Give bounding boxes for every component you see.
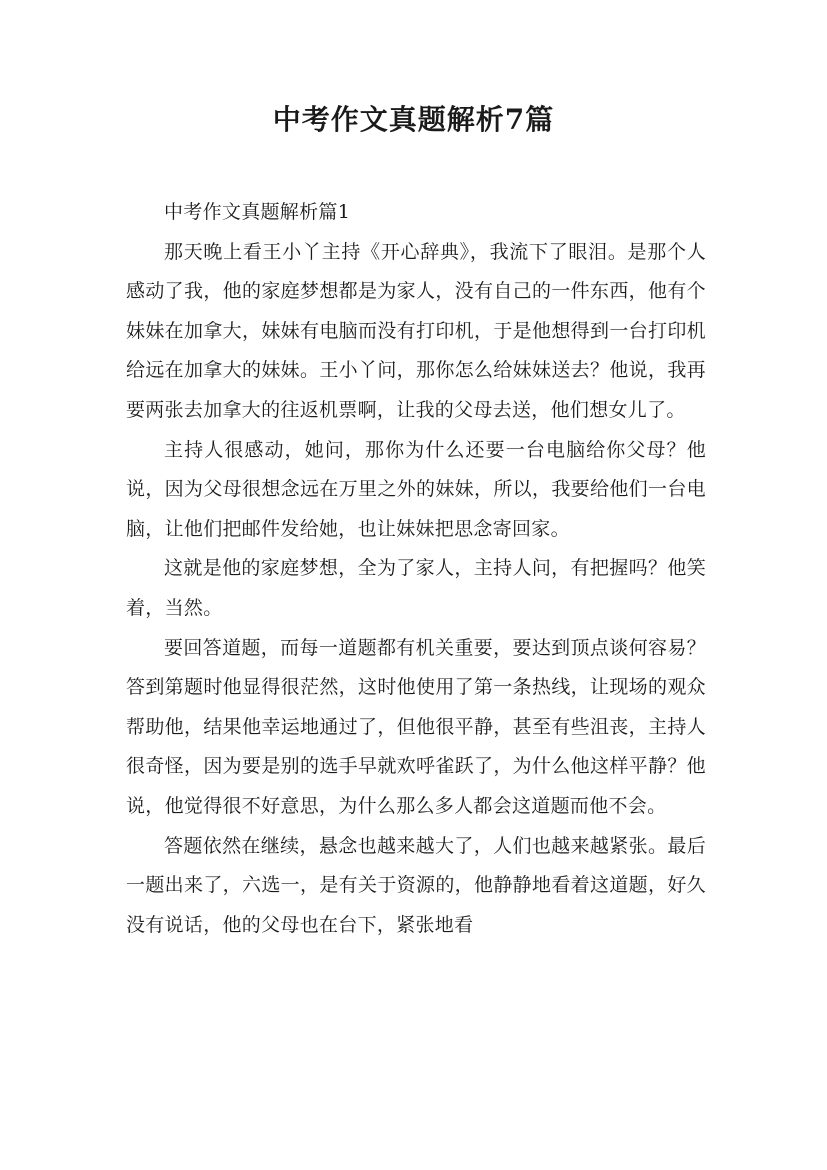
paragraph-1: 那天晚上看王小丫主持《开心辞典》，我流下了眼泪。是那个人感动了我，他的家庭梦想都是为家人，没有自己的一件东西，他有个妹妹在加拿大，妹妹有电脑而没有打印机，于是他想得到一台打印机给远在加拿大的妹妹。王小丫问，那你怎么给妹妹送去？他说，我再要两张去加拿大的往返机票啊，让我的父母去送，他们想女儿了。 bbox=[126, 240, 706, 421]
paragraph-2: 主持人很感动，她问，那你为什么还要一台电脑给你父母？他说，因为父母很想念远在万里之外的妹妹，所以，我要给他们一台电脑，让他们把邮件发给她，也让妹妹把思念寄回家。 bbox=[126, 438, 706, 540]
document-body bbox=[126, 193, 706, 945]
paragraph-3: 这就是他的家庭梦想，全为了家人，主持人问，有把握吗？他笑着，当然。 bbox=[126, 557, 706, 619]
paragraph-4: 要回答道题，而每一道题都有机关重要，要达到顶点谈何容易？答到第题时他显得很茫然，这时他使用了第一条热线，让现场的观众帮助他，结果他幸运地通过了，但他很平静，甚至有些沮丧，主持人很奇怪，因为要是别的选手早就欢呼雀跃了，为什么他这样平静？他说，他觉得很不好意思，为什么那么多人都会这道题而他不会。 bbox=[126, 636, 706, 817]
document-title: 中考作文真题解析7篇 bbox=[272, 103, 555, 136]
section-heading: 中考作文真题解析篇1 bbox=[164, 201, 351, 223]
paragraph-5: 答题依然在继续，悬念也越来越大了，人们也越来越紧张。最后一题出来了，六选一，是有关于资源的，他静静地看着这道题，好久没有说话，他的父母也在台下，紧张地看 bbox=[126, 834, 706, 936]
